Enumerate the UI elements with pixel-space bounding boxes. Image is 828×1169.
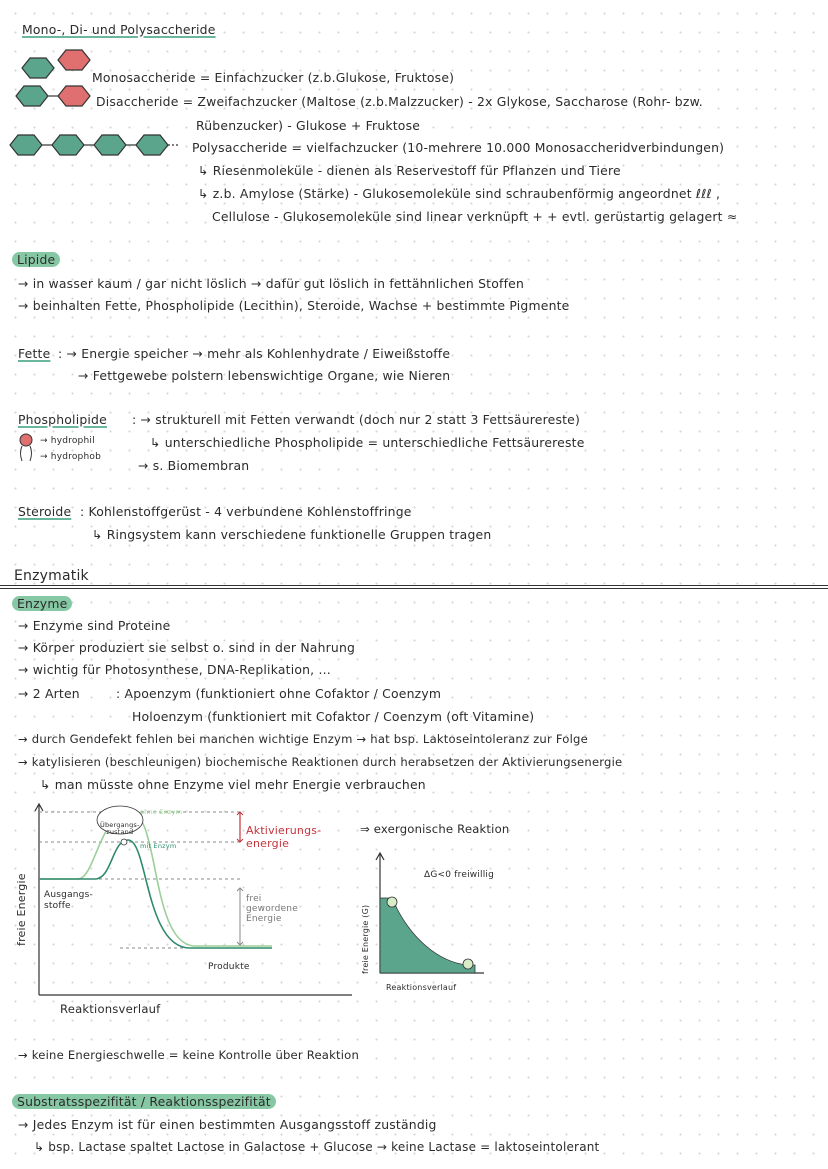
mit-enzym-label: mit Enzym [140, 842, 177, 850]
phospholipid-icon [18, 433, 38, 467]
steroide-label: Steroide [18, 504, 72, 519]
enzyme-line-7: → katylisieren (beschleunigen) biochemische Reaktionen durch herabsetzen der Aktivierungsenergie [18, 755, 623, 769]
monosaccharide-text: Monosaccheride = Einfachzucker (z.b.Glukose, Fruktose) [92, 70, 455, 85]
substrat-line-1: → Jedes Enzym ist für einen bestimmten Ausgangsstoff zuständig [18, 1117, 437, 1132]
ausgangsstoffe-label: Ausgangs- stoffe [44, 890, 93, 911]
section-divider-bottom [0, 588, 828, 589]
exergonic-y-label: freie Energie (G) [361, 904, 370, 974]
substrat-line-2: ↳ bsp. Lactase spaltet Lactose in Galactose + Glucose → keine Lactase = laktoseintolerant [34, 1140, 600, 1154]
polysaccharide-note-2: ↳ z.b. Amylose (Stärke) - Glukosemoleküle sind schraubenförmig angeordnet ℓℓℓ , [198, 186, 721, 201]
exergonic-x-label: Reaktionsverlauf [386, 983, 457, 992]
lipide-line-2: → beinhalten Fette, Phospholipide (Lecithin), Steroide, Wachse + bestimmte Pigmente [18, 298, 570, 313]
lipide-line-1: → in wasser kaum / gar nicht löslich → dafür gut löslich in fettähnlichen Stoffen [18, 276, 525, 291]
enzyme-line-5: Holoenzym (funktioniert mit Cofaktor / Coenzym (oft Vitamine) [132, 709, 535, 724]
uebergangszustand-label: Übergangs- zustand [100, 821, 140, 836]
enzyme-line-2: → Körper produziert sie selbst o. sind in der Nahrung [18, 640, 356, 655]
phospholipide-label: Phospholipide [18, 412, 107, 427]
kontrolle-line: → keine Energieschwelle = keine Kontrolle über Reaktion [18, 1048, 360, 1062]
page-title: Mono-, Di- und Polysaccheride [22, 22, 216, 37]
produkte-label: Produkte [208, 962, 250, 972]
phospholipide-line-1: : → strukturell mit Fetten verwandt (doch nur 2 statt 3 Fettsäurereste) [132, 412, 581, 427]
lipide-heading: Lipide [12, 252, 60, 267]
hydrophob-label: → hydrophob [40, 452, 101, 462]
polysaccharide-note-1: ↳ Riesenmoleküle - dienen als Reservestoff für Pflanzen und Tiere [198, 163, 621, 178]
enzyme-line-3: → wichtig für Photosynthese, DNA-Replikation, ... [18, 662, 331, 677]
enzyme-line-1: → Enzyme sind Proteine [18, 618, 171, 633]
fette-label: Fette [18, 346, 51, 361]
steroide-line-2: ↳ Ringsystem kann verschiedene funktionelle Gruppen tragen [92, 527, 492, 542]
exergonic-title: ⇒ exergonische Reaktion [360, 822, 510, 836]
enzyme-line-4-label: → 2 Arten [18, 686, 80, 701]
fette-line-1: : → Energie speicher → mehr als Kohlenhydrate / Eiweißstoffe [58, 346, 451, 361]
frei-gewordene-energie-label: frei gewordene Energie [246, 894, 298, 924]
enzymatik-section-title: Enzymatik [14, 568, 89, 584]
disaccharide-text-cont: Rübenzucker) - Glukose + Fruktose [196, 118, 421, 133]
exergonic-diagram [360, 850, 500, 980]
substratspezifitaet-heading: Substratsspezifität / Reaktionsspezifität [12, 1094, 276, 1109]
enzyme-heading: Enzyme [12, 596, 72, 611]
polysaccharide-text: Polysaccheride = vielfachzucker (10-mehrere 10.000 Monosaccheridverbindungen) [192, 140, 725, 155]
aktivierungsenergie-label: Aktivierungs- energie [246, 824, 322, 850]
diagram-x-label: Reaktionsverlauf [60, 1002, 161, 1016]
ohne-enzym-label: ohne Enzym [140, 808, 183, 816]
phospholipide-line-2: ↳ unterschiedliche Phospholipide = unterschiedliche Fettsäurereste [150, 435, 585, 450]
polysaccharide-note-3: Cellulose - Glukosemoleküle sind linear verknüpft + + evtl. gerüstartig gelagert ≈ [212, 209, 738, 224]
steroide-line-1: : Kohlenstoffgerüst - 4 verbundene Kohlenstoffringe [80, 504, 412, 519]
disaccharide-text: Disaccheride = Zweifachzucker (Maltose (z.b.Malzzucker) - 2x Glykose, Saccharose (Rohr- bzw. [96, 94, 703, 109]
hydrophil-label: → hydrophil [40, 436, 95, 446]
enzyme-line-4: : Apoenzym (funktioniert ohne Cofaktor / Coenzym [116, 686, 442, 701]
phospholipide-line-3: → s. Biomembran [138, 458, 250, 473]
enzyme-line-6: → durch Gendefekt fehlen bei manchen wichtige Enzym → hat bsp. Laktoseintoleranz zur Folge [18, 732, 588, 746]
fette-line-2: → Fettgewebe polstern lebenswichtige Organe, wie Nieren [78, 368, 451, 383]
section-divider-top [0, 585, 828, 586]
enzyme-line-8: ↳ man müsste ohne Enzyme viel mehr Energie verbrauchen [40, 777, 426, 792]
diagram-y-label: freie Energie [15, 873, 28, 946]
delta-g-label: ΔG<0 freiwillig [424, 870, 495, 880]
